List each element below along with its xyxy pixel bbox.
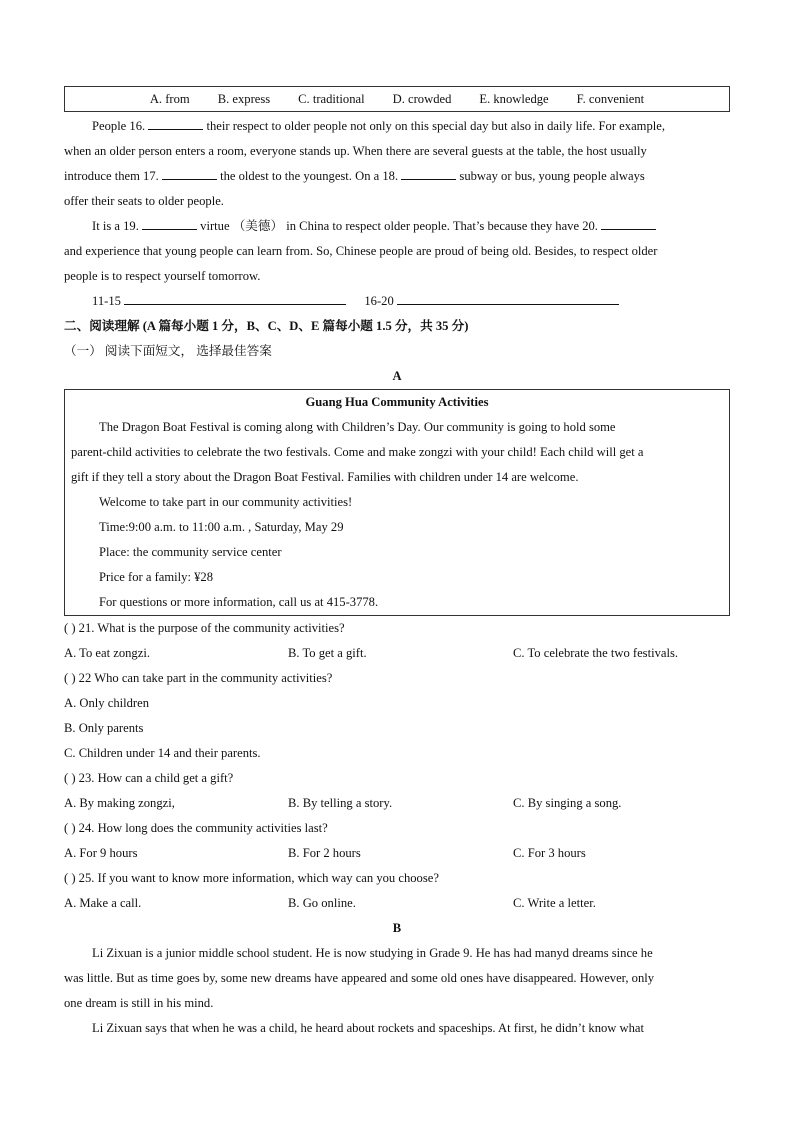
option-b[interactable]: B. Only parents — [64, 721, 144, 735]
option-c[interactable]: C. Write a letter. — [513, 896, 596, 910]
word-option: B. express — [217, 91, 271, 106]
option-a[interactable]: A. For 9 hours — [64, 846, 138, 860]
question-25 — [64, 866, 730, 916]
passage-line: one dream is still in his mind. — [64, 996, 214, 1010]
passage-line: Li Zixuan is a junior middle school student. He is now studying in Grade 9. He has had manyd dreams since he — [92, 946, 653, 960]
passage-b-body — [64, 941, 730, 1041]
notice-box — [64, 389, 730, 616]
option-b[interactable]: B. Go online. — [288, 896, 356, 910]
word-option: E. knowledge — [479, 91, 549, 106]
notice-place: Place: the community service center — [99, 545, 282, 559]
option-c[interactable]: C. By singing a song. — [513, 796, 622, 810]
section-title: 二、阅读理解 (A 篇每小题 1 分，B、C、D、E 篇每小题 1.5 分，共 35 分) — [64, 319, 469, 333]
option-c[interactable]: C. To celebrate the two festivals. — [513, 646, 679, 660]
option-a[interactable]: A. Make a call. — [64, 896, 142, 910]
text-line: people is to respect yourself tomorrow. — [64, 269, 261, 283]
question-stem: ( ) 25. If you want to know more information, which way can you choose? — [64, 871, 439, 885]
passage-line: was little. But as time goes by, some new dreams have appeared and some old ones have disappeared. However, only — [64, 971, 655, 985]
text-line: and experience that young people can learn from. So, Chinese people are proud of being old. Besides, to respect older — [64, 244, 658, 258]
question-stem: ( ) 24. How long does the community activities last? — [64, 821, 328, 835]
text: introduce them 17. — [64, 169, 162, 183]
text: their respect to older people not only on this special day but also in daily life. For example, — [203, 119, 665, 133]
question-stem: ( ) 23. How can a child get a gift? — [64, 771, 234, 785]
answer-row — [64, 289, 730, 314]
answer-label-11-15: 11-15 — [92, 294, 125, 308]
question-stem: ( ) 21. What is the purpose of the community activities? — [64, 621, 345, 635]
text: subway or bus, young people always — [456, 169, 645, 183]
blank-19[interactable] — [142, 217, 197, 230]
question-24 — [64, 816, 730, 866]
notice-title: Guang Hua Community Activities — [305, 395, 489, 409]
text: People 16. — [92, 119, 149, 133]
notice-price: Price for a family: ¥28 — [99, 570, 214, 584]
option-a[interactable]: A. To eat zongzi. — [64, 646, 150, 660]
option-b[interactable]: B. By telling a story. — [288, 796, 393, 810]
answer-label-16-20: 16-20 — [364, 294, 397, 308]
question-stem: ( ) 22 Who can take part in the community activities? — [64, 671, 333, 685]
passage-b-label: B — [392, 921, 402, 935]
question-22 — [64, 666, 730, 766]
notice-body-line: parent-child activities to celebrate the two festivals. Come and make zongzi with your child! Each child will get a — [71, 445, 644, 459]
cloze-paragraph-2 — [64, 214, 730, 289]
answer-blank-16-20[interactable] — [397, 292, 619, 305]
text-line: when an older person enters a room, everyone stands up. When there are several guests at the table, the host usually — [64, 144, 647, 158]
option-a[interactable]: A. Only children — [64, 696, 149, 710]
option-b[interactable]: B. To get a gift. — [288, 646, 367, 660]
blank-18[interactable] — [401, 167, 456, 180]
text: virtue （美德） in China to respect older people. That’s because they have 20. — [197, 219, 602, 233]
option-b[interactable]: B. For 2 hours — [288, 846, 361, 860]
word-option: F. convenient — [576, 91, 645, 106]
notice-body-line: gift if they tell a story about the Dragon Boat Festival. Families with children under 14 are welcome. — [71, 470, 579, 484]
question-21 — [64, 616, 730, 666]
answer-blank-11-15[interactable] — [124, 292, 346, 305]
exam-page — [64, 86, 730, 1041]
word-option: C. traditional — [298, 91, 365, 106]
text: It is a 19. — [92, 219, 143, 233]
option-c[interactable]: C. Children under 14 and their parents. — [64, 746, 261, 760]
word-bank-box — [64, 86, 730, 112]
cloze-paragraph-1 — [64, 114, 730, 214]
passage-a-label: A — [392, 369, 402, 383]
word-option: A. from — [149, 91, 190, 106]
option-a[interactable]: A. By making zongzi, — [64, 796, 175, 810]
notice-body-line: The Dragon Boat Festival is coming along with Children’s Day. Our community is going to hold some — [99, 420, 616, 434]
question-23 — [64, 766, 730, 816]
passage-line: Li Zixuan says that when he was a child, he heard about rockets and spaceships. At first, he didn’t know what — [92, 1021, 645, 1035]
notice-time: Time:9:00 a.m. to 11:00 a.m. , Saturday, May 29 — [99, 520, 344, 534]
blank-17[interactable] — [162, 167, 217, 180]
option-c[interactable]: C. For 3 hours — [513, 846, 586, 860]
notice-welcome: Welcome to take part in our community activities! — [99, 495, 353, 509]
text: the oldest to the youngest. On a 18. — [216, 169, 402, 183]
section-subtitle: （一） 阅读下面短文， 选择最佳答案 — [64, 344, 272, 358]
word-option: D. crowded — [392, 91, 452, 106]
notice-contact: For questions or more information, call us at 415-3778. — [99, 595, 379, 609]
blank-20[interactable] — [601, 217, 656, 230]
text-line: offer their seats to older people. — [64, 194, 224, 208]
blank-16[interactable] — [148, 117, 203, 130]
